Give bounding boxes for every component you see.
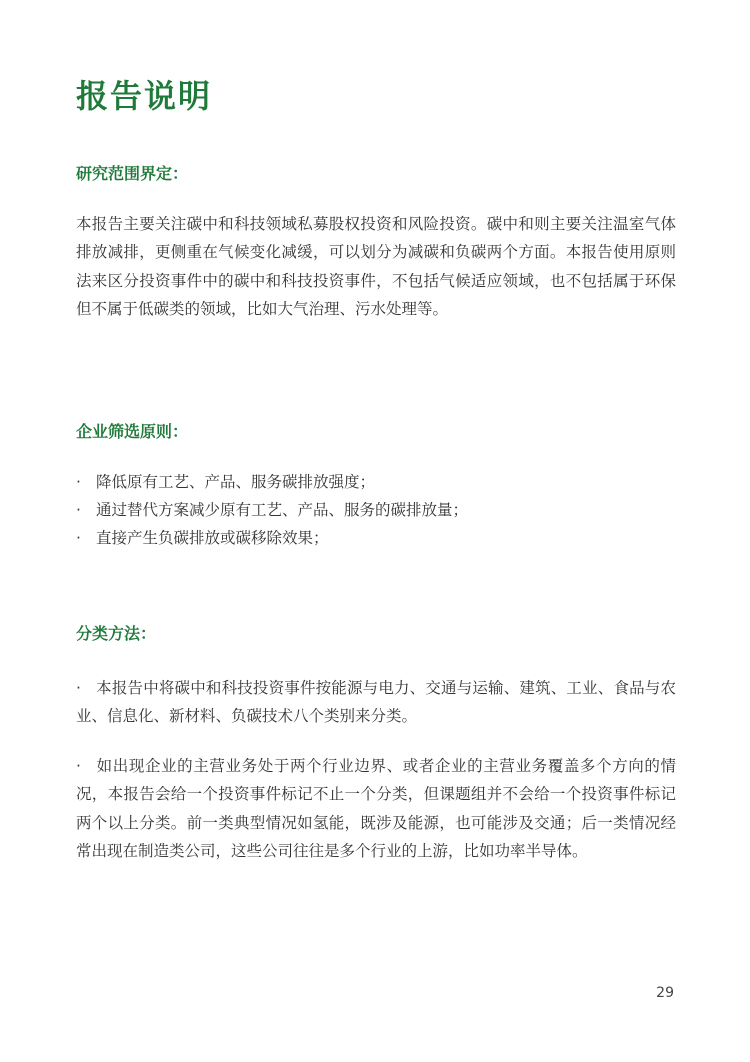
list-item-text: 降低原有工艺、产品、服务碳排放强度； (96, 473, 376, 491)
classification-text-1: 本报告中将碳中和科技投资事件按能源与电力、交通与运输、建筑、工业、食品与农业、信息化、新材料、负碳技术八个类别来分类。 (76, 679, 676, 726)
bullet-dot: · (76, 501, 81, 519)
list-item-text: 直接产生负碳排放或碳移除效果； (96, 529, 329, 547)
list-item (76, 496, 676, 524)
bullet-dot: · (76, 757, 81, 775)
screening-list (76, 468, 676, 552)
bullet-dot: · (76, 679, 81, 697)
section-heading-screening: 企业筛选原则： (76, 422, 189, 441)
classification-paragraph-1 (76, 674, 676, 731)
classification-text-2: 如出现企业的主营业务处于两个行业边界、或者企业的主营业务覆盖多个方向的情况，本报告会给一个投资事件标记不止一个分类，但课题组并不会给一个投资事件标记两个以上分类。前一类典型情况如氢能，既涉及能源，也可能涉及交通；后一类情况经常出现在制造类公司，这些公司往往是多个行业的上游，比如功率半导体。 (76, 757, 676, 861)
page-number: 29 (656, 985, 674, 1001)
bullet-dot: · (76, 529, 81, 547)
page-title: 报告说明 (76, 77, 213, 115)
list-item (76, 468, 676, 496)
list-item (76, 524, 676, 552)
list-item-text: 通过替代方案减少原有工艺、产品、服务的碳排放量； (96, 501, 469, 519)
scope-paragraph: 本报告主要关注碳中和科技领域私募股权投资和风险投资。碳中和则主要关注温室气体排放减排，更侧重在气候变化减缓，可以划分为减碳和负碳两个方面。本报告使用原则法来区分投资事件中的碳中和科技投资事件，不包括气候适应领域，也不包括属于环保但不属于低碳类的领域，比如大气治理、污水处理等。 (76, 215, 676, 319)
section-heading-scope: 研究范围界定： (76, 164, 189, 183)
section-heading-classification: 分类方法： (76, 624, 157, 643)
classification-paragraph-2 (76, 752, 676, 866)
bullet-dot: · (76, 473, 81, 491)
